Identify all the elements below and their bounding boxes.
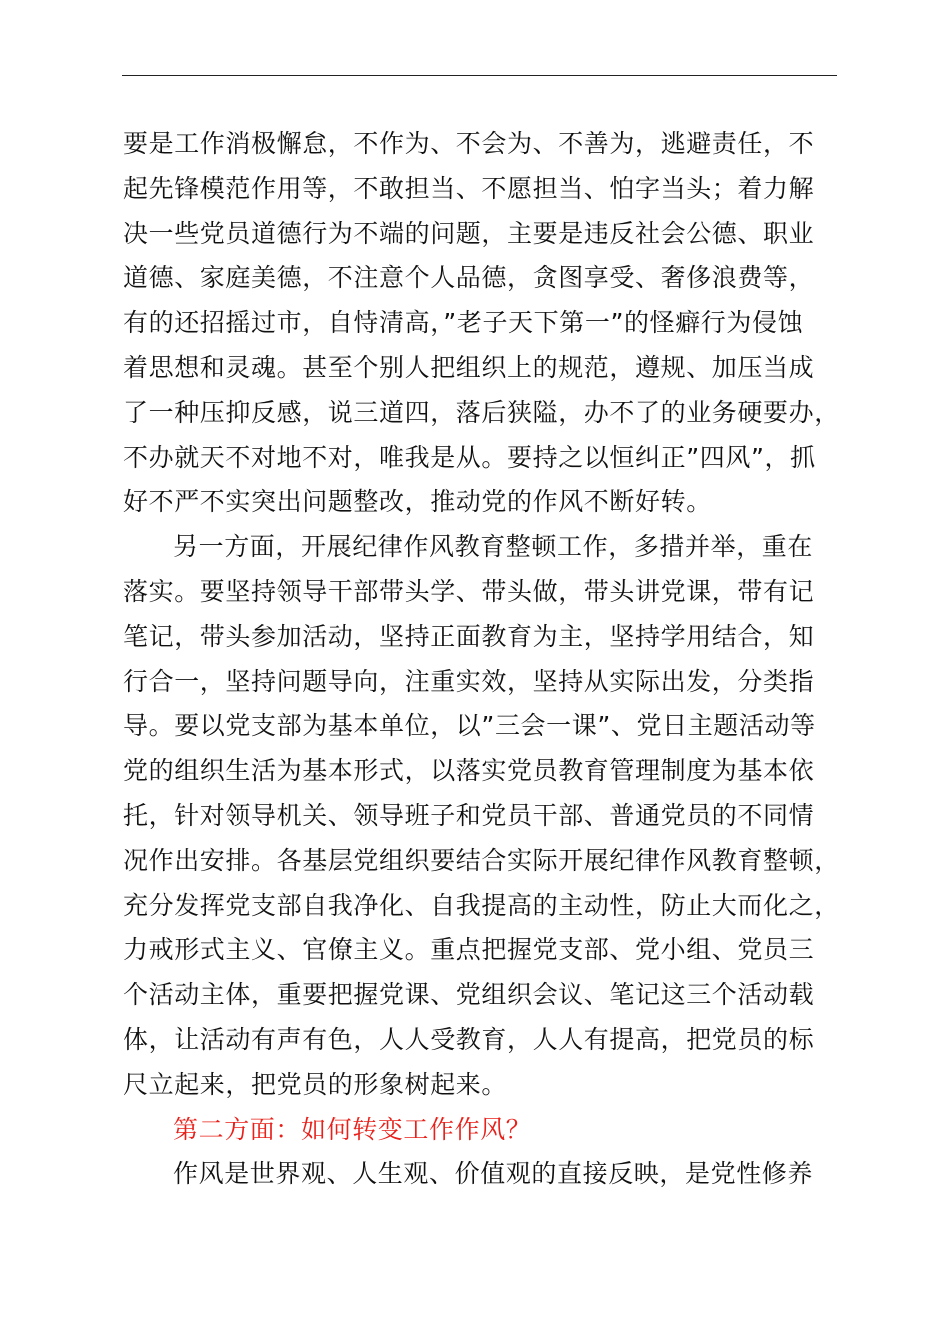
paragraph-line: 有的还招摇过市，自恃清高，”老子天下第一”的怪癖行为侵蚀 [123,308,804,338]
paragraph-3 [123,1152,858,1197]
document-body [123,122,858,1197]
paragraph-line: 要是工作消极懈怠，不作为、不会为、不善为，逃避责任，不 [123,129,815,158]
paragraph-line: 体，让活动有声有色，人人受教育，人人有提高，把党员的标 [123,1024,815,1054]
paragraph-line: 道德、家庭美德，不注意个人品德，贪图享受、奢侈浪费等， [123,263,815,293]
paragraph-first-line: 作风是世界观、人生观、价值观的直接反映，是党性修养 [173,1159,814,1189]
paragraph-line: 况作出安排。各基层党组织要结合实际开展纪律作风教育整顿， [123,845,840,875]
paragraph-line: 着思想和灵魂。甚至个别人把组织上的规范，遵规、加压当成 [123,352,815,382]
paragraph-1 [123,122,858,525]
paragraph-line: 党的组织生活为基本形式，以落实党员教育管理制度为基本依 [123,756,815,786]
paragraph-line: 不办就天不对地不对，唯我是从。要持之以恒纠正”四风”，抓 [123,442,816,472]
paragraph-line: 好不严不实突出问题整改，推动党的作风不断好转。 [123,487,712,517]
paragraph-line: 个活动主体，重要把握党课、党组织会议、笔记这三个活动载 [123,980,815,1010]
paragraph-line: 了一种压抑反感，说三道四，落后狭隘，办不了的业务硬要办， [123,397,840,427]
paragraph-line: 落实。要坚持领导干部带头学、带头做，带头讲党课，带有记 [123,576,815,606]
paragraph-line: 尺立起来，把党员的形象树起来。 [123,1069,508,1099]
section-heading: 第二方面：如何转变工作作风？ [173,1114,532,1144]
paragraph-line: 笔记，带头参加活动，坚持正面教育为主，坚持学用结合，知 [123,621,815,651]
paragraph-line: 充分发挥党支部自我净化、自我提高的主动性，防止大而化之， [123,890,840,920]
paragraph-line: 行合一，坚持问题导向，注重实效，坚持从实际出发，分类指 [123,666,815,696]
paragraph-line: 导。要以党支部为基本单位，以”三会一课”、党日主题活动等 [123,711,816,741]
paragraph-line: 力戒形式主义、官僚主义。重点把握党支部、党小组、党员三 [123,935,815,965]
paragraph-line: 决一些党员道德行为不端的问题，主要是违反社会公德、职业 [123,218,815,248]
paragraph-line: 起先锋模范作用等，不敢担当、不愿担当、怕字当头；着力解 [123,173,815,203]
paragraph-line: 托，针对领导机关、领导班子和党员干部、普通党员的不同情 [123,800,815,830]
paragraph-2 [123,525,858,1107]
section-heading-block [123,1108,858,1153]
header-rule [122,75,837,76]
paragraph-first-line: 另一方面，开展纪律作风教育整顿工作，多措并举，重在 [173,532,814,562]
